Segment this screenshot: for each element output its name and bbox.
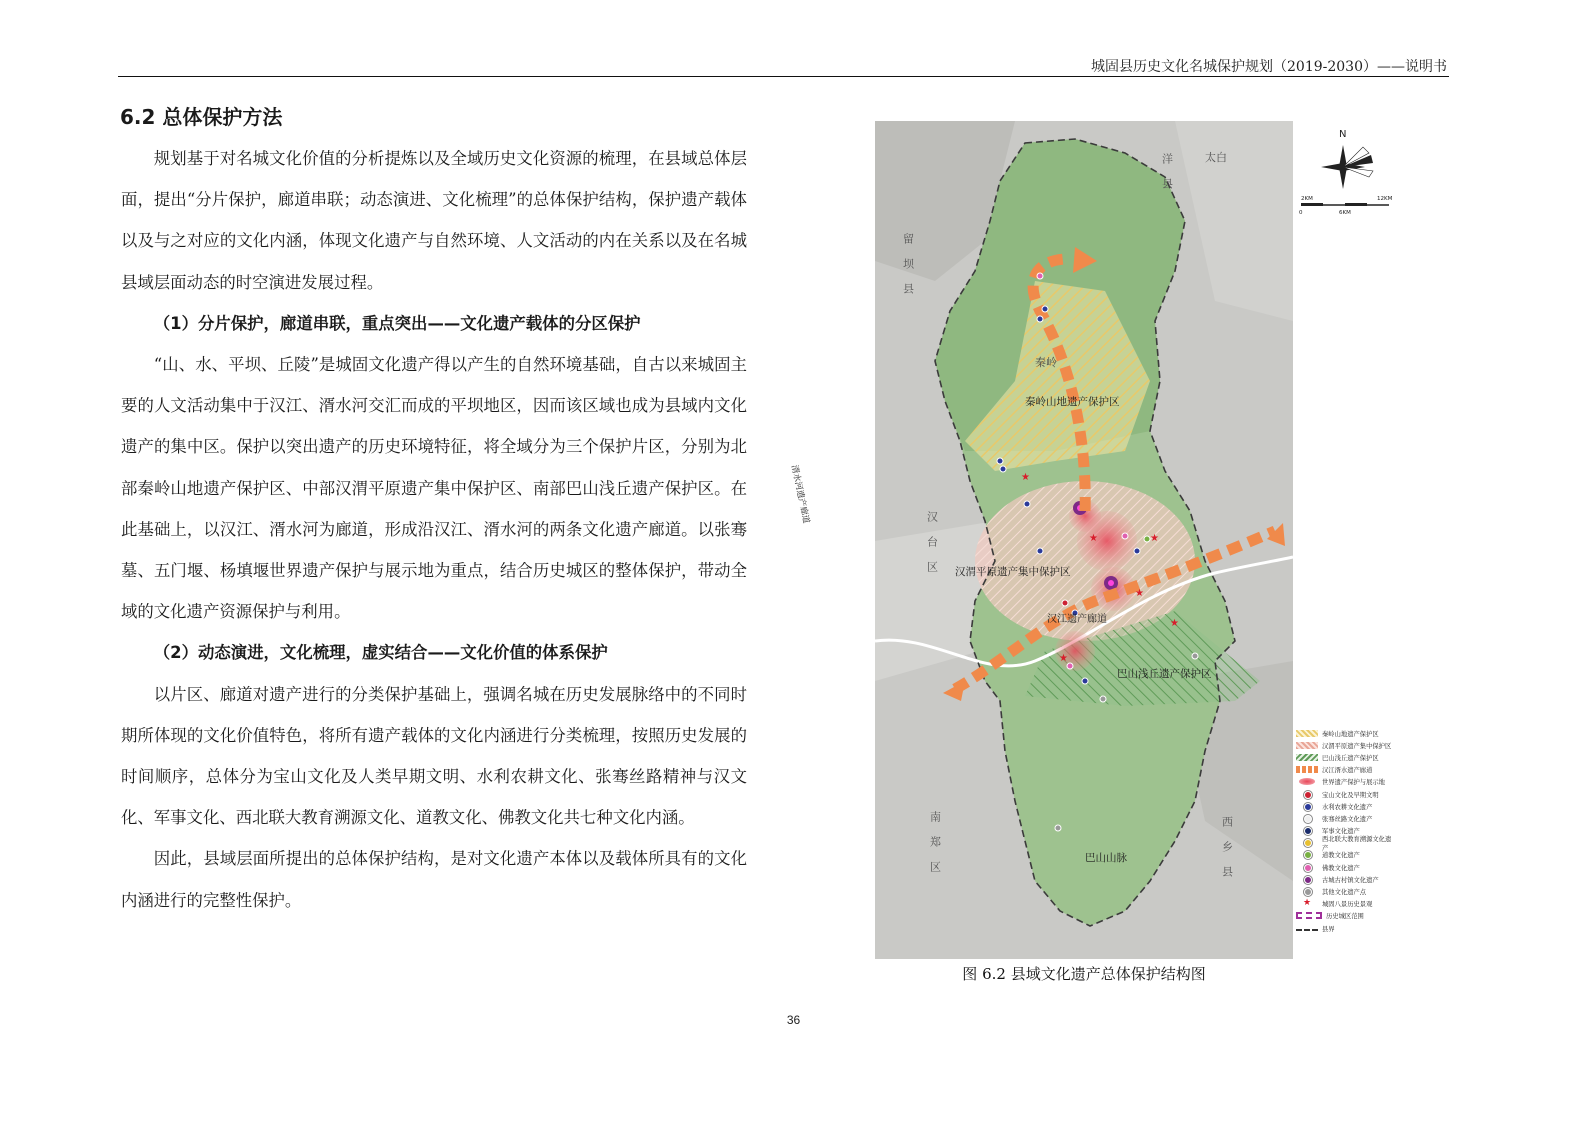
legend-item [1296, 861, 1396, 873]
compass-scale [1297, 125, 1397, 220]
label-county-yang: 洋县 [1160, 153, 1174, 203]
star-icon: ★ [1302, 898, 1312, 909]
compass-rose-icon [1321, 145, 1373, 189]
legend-swatch-boundary [1296, 929, 1318, 931]
legend-swatch-central [1296, 742, 1318, 749]
paragraph-conclusion: 因此，县域层面所提出的总体保护结构，是对文化遗产本体以及载体所具有的文化内涵进行的完整性保护。 [121, 849, 747, 910]
compass-north-label: N [1339, 129, 1347, 140]
label-bashan: 巴山山脉 [1085, 852, 1127, 864]
protection-structure-map [788, 121, 1293, 959]
label-north-zone: 秦岭山地遗产保护区 [1025, 396, 1120, 408]
subheading-culture: （2）动态演进，文化梳理，虚实结合——文化价值的体系保护 [153, 643, 608, 663]
legend-label: 水利农耕文化遗产 [1322, 803, 1373, 811]
section-heading: 6.2 总体保护方法 [120, 105, 283, 129]
paragraph-zoning: “山、水、平坝、丘陵”是城固文化遗产得以产生的自然环境基础，自古以来城固主要的人文活动集中于汉江、湑水河交汇而成的平坝地区，因而该区域也成为县域内文化遗产的集中区。保护以突出遗产的历史环境特征，将全域分为三个保护片区，分别为北部秦岭山地遗产保护区、中部汉渭平原遗产集中保护区、南部巴山浅丘遗产保护区。在此基础上，以汉江、湑水河为廊道，形成沿汉江、湑水河的两条文化遗产廊道。以张骞墓、五门堰、杨填堰世界遗产保护与展示地为重点，结合历史城区的整体保护，带动全域的文化遗产资源保护与利用。 [121, 355, 747, 622]
legend-item [1296, 910, 1396, 922]
legend-dot-icon [1304, 827, 1312, 835]
label-county-liuba: 留坝县 [901, 233, 915, 308]
legend-item [1296, 812, 1396, 824]
running-header: 城固县历史文化名城保护规划（2019-2030）——说明书 [1091, 59, 1447, 75]
label-qinling: 秦岭 [1035, 356, 1057, 369]
figure-caption: 图 6.2 县域文化遗产总体保护结构图 [962, 965, 1206, 983]
legend-label: 巴山浅丘遗产保护区 [1322, 754, 1379, 762]
legend-dot-icon [1304, 791, 1312, 799]
svg-text:★: ★ [1021, 472, 1030, 483]
scale-bar [1301, 203, 1389, 206]
legend-swatch-world-heritage [1299, 778, 1315, 785]
legend-swatch-south [1296, 754, 1318, 761]
legend-label: 城固八景历史景观 [1322, 901, 1373, 909]
legend-dot-icon [1304, 803, 1312, 811]
legend-label: 张骞丝路文化遗产 [1322, 815, 1373, 823]
legend-label: 佛教文化遗产 [1322, 864, 1360, 872]
header-rule [118, 76, 1449, 77]
map-legend [1296, 727, 1396, 934]
legend-label: 西北联大教育溯源文化遗产 [1322, 835, 1392, 852]
legend-item [1296, 922, 1396, 934]
legend-swatch-north [1296, 730, 1318, 737]
svg-text:★: ★ [1150, 533, 1159, 544]
legend-dot-icon [1304, 839, 1312, 847]
scale-label-0: 0 [1299, 210, 1303, 216]
label-county-hantai: 汉台区 [925, 511, 939, 586]
label-taibai: 太白 [1205, 151, 1227, 164]
scale-label-12km: 12KM [1377, 196, 1393, 202]
label-han-corridor: 汉江遗产廊道 [1047, 614, 1107, 625]
legend-label: 历史城区范围 [1326, 913, 1364, 921]
legend-item [1296, 751, 1396, 763]
body-text [121, 138, 747, 921]
legend-label: 汉江湑水遗产廊道 [1322, 767, 1373, 775]
paragraph-culture: 以片区、廊道对遗产进行的分类保护基础上，强调名城在历史发展脉络中的不同时期所体现的文化价值特色，将所有遗产载体的文化内涵进行分类梳理，按照历史发展的时间顺序，总体分为宝山文化及人类早期文明、水利农耕文化、张骞丝路精神与汉文化、军事文化、西北联大教育溯源文化、道教文化、佛教文化共七种文化内涵。 [121, 684, 747, 828]
legend-swatch-historic-district [1296, 912, 1322, 919]
legend-item [1296, 776, 1396, 788]
legend-label: 其他文化遗产点 [1322, 889, 1367, 897]
legend-item [1296, 835, 1396, 852]
legend-item [1296, 788, 1396, 800]
label-county-xixiang: 西乡县 [1220, 816, 1234, 891]
legend-label: 军事文化遗产 [1322, 828, 1360, 836]
scale-label-2km: 2KM [1301, 196, 1313, 202]
legend-label: 县界 [1322, 925, 1335, 933]
page-number: 36 [786, 1013, 801, 1027]
legend-dot-icon [1304, 888, 1312, 896]
label-county-nanzheng: 南郑区 [928, 811, 942, 886]
label-central-zone: 汉渭平原遗产集中保护区 [955, 566, 1071, 578]
svg-text:★: ★ [1059, 653, 1068, 664]
paragraph-intro: 规划基于对名城文化价值的分析提炼以及全域历史文化资源的梳理，在县域总体层面，提出“分片保护，廊道串联；动态演进、文化梳理”的总体保护结构，保护遗产载体以及与之对应的文化内涵，体现文化遗产与自然环境、人文活动的内在关系以及在名城县域层面动态的时空演进发展过程。 [121, 149, 747, 292]
legend-dot-icon [1304, 864, 1312, 872]
legend-label: 宝山文化及早期文明 [1322, 791, 1379, 799]
legend-item [1296, 885, 1396, 897]
legend-label: 秦岭山地遗产保护区 [1322, 730, 1379, 738]
legend-dot-icon [1304, 815, 1312, 823]
legend-item [1296, 873, 1396, 885]
legend-label: 古城古村镇文化遗产 [1322, 876, 1379, 884]
svg-text:★: ★ [1170, 618, 1179, 629]
legend-dot-icon [1304, 851, 1312, 859]
legend-item [1296, 739, 1396, 751]
label-xushui-corridor: 湑水河遗产廊道 [788, 464, 811, 525]
label-south-zone: 巴山浅丘遗产保护区 [1117, 668, 1212, 680]
legend-item [1296, 764, 1396, 776]
legend-item [1296, 898, 1396, 910]
legend-dot-icon [1304, 876, 1312, 884]
subheading-zoning: （1）分片保护，廊道串联，重点突出——文化遗产载体的分区保护 [153, 313, 641, 333]
scale-label-6km: 6KM [1339, 210, 1351, 216]
legend-item [1296, 800, 1396, 812]
legend-label: 世界遗产保护与展示地 [1322, 779, 1385, 787]
svg-text:★: ★ [1135, 588, 1144, 599]
legend-label: 道教文化遗产 [1322, 852, 1360, 860]
legend-item [1296, 727, 1396, 739]
legend-swatch-corridor [1296, 766, 1318, 773]
map-graphic [788, 121, 1293, 959]
legend-label: 汉渭平原遗产集中保护区 [1322, 742, 1392, 750]
svg-text:★: ★ [1089, 533, 1098, 544]
